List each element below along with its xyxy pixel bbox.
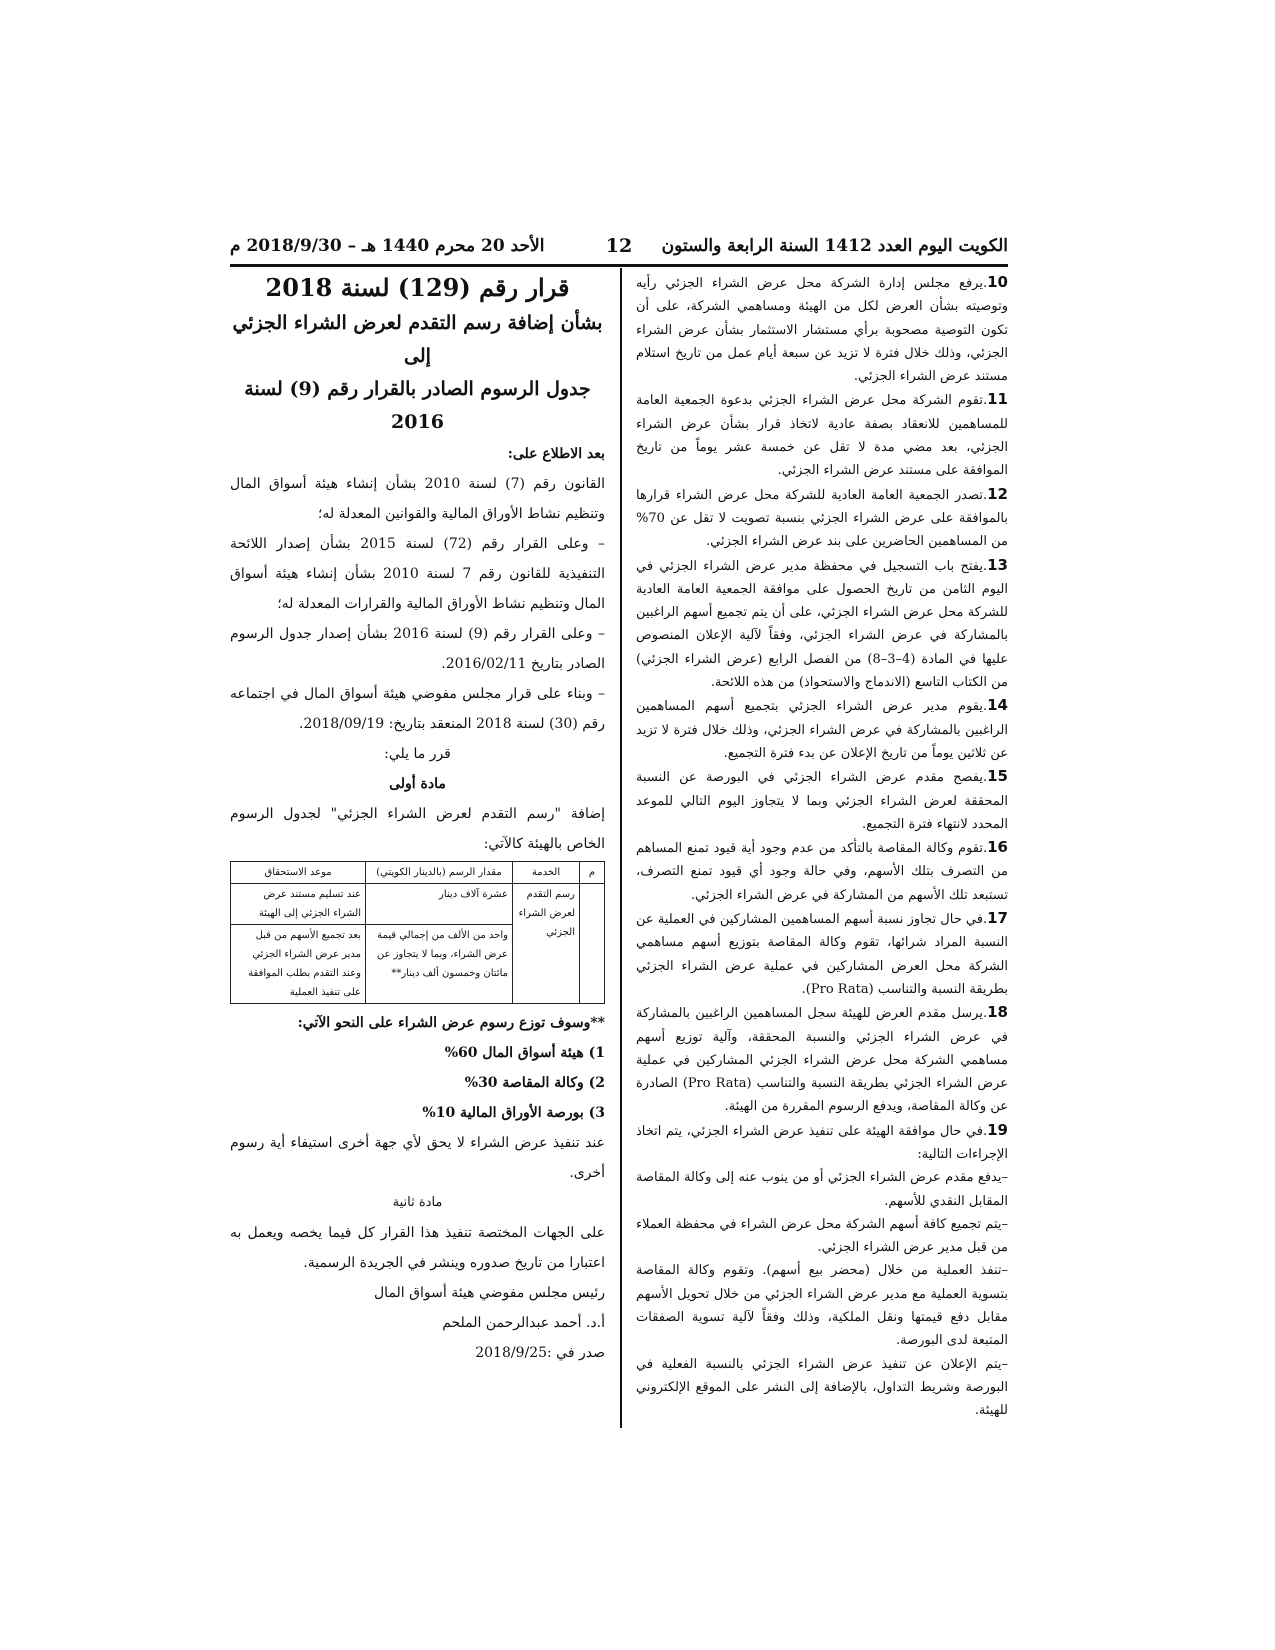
- article-heading: مادة أولى: [389, 776, 446, 792]
- sub-item: –يتم تجميع كافة أسهم الشركة محل عرض الشراء في محفظة العملاء من قبل مدير عرض الشراء الجزئي.: [636, 1216, 1008, 1256]
- table-cell: بعد تجميع الأسهم من قبل مدير عرض الشراء الجزئي وعند التقدم بطلب الموافقة على تنفيذ العملية: [231, 925, 366, 1004]
- table-header: الخدمة: [513, 862, 580, 884]
- column-divider: [620, 268, 622, 1428]
- page-number: 12: [605, 235, 633, 257]
- list-item: 12.تصدر الجمعية العامة العادية للشركة محل عرض الشراء قرارها بالموافقة على عرض الشراء الجزئي بنسبة تصويت لا تقل عن 70% من المساهمين الحاضرين على بند عرض الشراء الجزئي.: [636, 484, 1008, 550]
- note: عند تنفيذ عرض الشراء لا يحق لأي جهة أخرى استيفاء أية رسوم أخرى.: [230, 1135, 605, 1181]
- signature-title: رئيس مجلس مفوضي هيئة أسواق المال: [374, 1285, 605, 1301]
- article-text: على الجهات المختصة تنفيذ هذا القرار كل فيما يخصه ويعمل به اعتبارا من تاريخ صدوره وينشر في الجريدة الرسمية.: [230, 1225, 605, 1271]
- distribution-item: 1) هيئة أسواق المال 60%: [444, 1045, 605, 1061]
- list-item: 16.تقوم وكالة المقاصة بالتأكد من عدم وجود أية قيود تمنع المساهم من التصرف بتلك الأسهم، وفي حالة وجود أي قيود تمنع التصرف، تستبعد تلك الأسهم من المشاركة في عرض الشراء الجزئي.: [636, 838, 1008, 903]
- sub-item: –يتم الإعلان عن تنفيذ عرض الشراء الجزئي بالنسبة الفعلية في البورصة وشريط التداول، بالإضافة إلى النشر على الموقع الإلكتروني للهيئة.: [636, 1356, 1008, 1419]
- issue-date: الأحد 20 محرم 1440 هـ – 2018/9/30 م: [230, 236, 545, 256]
- list-item: 15.يفصح مقدم عرض الشراء الجزئي في البورصة عن النسبة المحققة لعرض الشراء الجزئي وبما لا يتجاوز اليوم التالي للموعد المحدد لانتهاء فترة التجميع.: [636, 767, 1008, 832]
- list-item: 18.يرسل مقدم العرض للهيئة سجل المساهمين الراغبين بالمشاركة في عرض الشراء الجزئي والنسبة المحققة، وآلية توزيع أسهم مساهمي الشركة محل عرض الشراء الجزئي المشاركين في عملية عرض الشراء الجزئي بطريقة النسبة والتناسب (Pro Rata) الصادرة عن وكالة المقاصة، ويدفع الرسوم المقررة من الهيئة.: [636, 1003, 1009, 1115]
- table-header-row: [231, 862, 605, 884]
- table-row: [231, 884, 605, 925]
- list-item: 10.يرفع مجلس إدارة الشركة محل عرض الشراء الجزئي رأيه وتوصيته بشأن العرض لكل من الهيئة ومساهمي الشركة، على أن تكون التوصية مصحوبة برأي مستشار الاستثمار بشأن عرض الشراء الجزئي، وذلك خلال فترة لا تزيد عن سبعة أيام عمل من تاريخ استلام مستند عرض الشراء الجزئي.: [636, 273, 1008, 385]
- sub-item: –يدفع مقدم عرض الشراء الجزئي أو من ينوب عنه إلى وكالة المقاصة المقابل النقدي للأسهم.: [636, 1170, 1008, 1209]
- table-header: مقدار الرسم (بالدينار الكويتي): [366, 862, 513, 884]
- header-rule: [230, 264, 1008, 267]
- decision-subtitle: جدول الرسوم الصادر بالقرار رقم (9) لسنة 2016: [244, 378, 591, 433]
- issue-info: الكويت اليوم العدد 1412 السنة الرابعة والستون: [661, 236, 1008, 256]
- signature-name: أ.د. أحمد عبدالرحمن الملحم: [442, 1315, 605, 1331]
- preamble-paragraph: القانون رقم (7) لسنة 2010 بشأن إنشاء هيئة أسواق المال وتنظيم نشاط الأوراق المالية والقوانين المعدلة له؛: [230, 476, 606, 522]
- fees-table: [230, 861, 605, 1004]
- left-column: [230, 271, 605, 1368]
- list-item: 11.تقوم الشركة محل عرض الشراء الجزئي بدعوة الجمعية العامة للمساهمين للانعقاد بصفة عادية لاتخاذ قرار بشأن عرض الشراء الجزئي، بعد مضي مدة لا تقل عن خمسة عشر يوماً من تاريخ الموافقة على مستند عرض الشراء الجزئي.: [636, 390, 1008, 479]
- table-cell: عشرة آلاف دينار: [366, 884, 513, 925]
- table-header: م: [580, 862, 605, 884]
- intro: بعد الاطلاع على:: [507, 446, 605, 462]
- right-column: [636, 271, 1008, 1423]
- table-cell: رسم التقدم لعرض الشراء الجزئي: [513, 884, 580, 1004]
- decided-heading: قرر ما يلي:: [384, 746, 451, 762]
- table-cell: واحد من الألف من إجمالي قيمة عرض الشراء، وبما لا يتجاوز عن مائتان وخمسون ألف دينار**: [366, 925, 513, 1004]
- distribution-item: 3) بورصة الأوراق المالية 10%: [422, 1105, 605, 1121]
- page-header: [230, 236, 1008, 262]
- list-item: 17.في حال تجاوز نسبة أسهم المساهمين المشاركين في العملية عن النسبة المراد شرائها، تقوم وكالة المقاصة بتوزيع أسهم مساهمي الشركة محل العرض المشاركين في عملية عرض الشراء الجزئي بطريقة النسبة والتناسب (Pro Rata).: [636, 909, 1008, 997]
- list-item: 13.يفتح باب التسجيل في محفظة مدير عرض الشراء الجزئي في اليوم الثامن من تاريخ الحصول على موافقة الجمعية العامة العادية للشركة محل عرض الشراء الجزئي، على أن يتم تجميع أسهم الراغبين بالمشاركة في عرض الشراء الجزئي، وفقاً لآلية الإعلان المنصوص عليها في المادة (4–3–8) من الفصل الرابع (عرض الشراء الجزئي) من الكتاب التاسع (الاندماج والاستحواذ) من هذه اللائحة.: [636, 555, 1009, 691]
- list-item: 14.يقوم مدير عرض الشراء الجزئي بتجميع أسهم المساهمين الراغبين بالمشاركة في عرض الشراء الجزئي، وذلك خلال فترة لا تزيد عن ثلاثين يوماً من تاريخ الإعلان عن بدء فترة التجميع.: [636, 696, 1008, 761]
- distribution-intro: **وسوف توزع رسوم عرض الشراء على النحو الآتي:: [297, 1015, 605, 1031]
- issue-date-line: صدر في :2018/9/25: [475, 1345, 605, 1361]
- preamble-paragraph: – وبناء على قرار مجلس مفوضي هيئة أسواق المال في اجتماعه رقم (30) لسنة 2018 المنعقد بتاريخ: 2018/09/19.: [230, 686, 605, 732]
- decision-subtitle: بشأن إضافة رسم التقدم لعرض الشراء الجزئي إلى: [232, 312, 603, 367]
- article-text: إضافة "رسم التقدم لعرض الشراء الجزئي" لجدول الرسوم الخاص بالهيئة كالآتي:: [230, 806, 605, 852]
- table-cell: عند تسليم مستند عرض الشراء الجزئي إلى الهيئة: [231, 884, 366, 925]
- distribution-item: 2) وكالة المقاصة 30%: [464, 1075, 605, 1091]
- preamble-paragraph: – وعلى القرار رقم (9) لسنة 2016 بشأن إصدار جدول الرسوم الصادر بتاريخ 2016/02/11.: [230, 626, 605, 672]
- preamble-paragraph: – وعلى القرار رقم (72) لسنة 2015 بشأن إصدار اللائحة التنفيذية للقانون رقم 7 لسنة 2010 بشأن إنشاء هيئة أسواق المال وتنظيم نشاط الأوراق المالية والقرارات المعدلة له؛: [230, 536, 605, 612]
- sub-item: –تنفذ العملية من خلال (محضر بيع أسهم). وتقوم وكالة المقاصة بتسوية العملية مع مدير عرض الشراء الجزئي من خلال تحويل الأسهم مقابل دفع قيمتها ونقل الملكية، وذلك وفقاً لآلية تسوية الصفقات المتبعة لدى البورصة.: [636, 1263, 1008, 1349]
- article-heading: مادة ثانية: [392, 1195, 443, 1210]
- table-cell: [580, 884, 605, 1004]
- table-header: موعد الاستحقاق: [231, 862, 366, 884]
- decision-title: قرار رقم (129) لسنة 2018: [265, 273, 570, 302]
- list-item: 19.في حال موافقة الهيئة على تنفيذ عرض الشراء الجزئي، يتم اتخاذ الإجراءات التالية:: [636, 1120, 1008, 1162]
